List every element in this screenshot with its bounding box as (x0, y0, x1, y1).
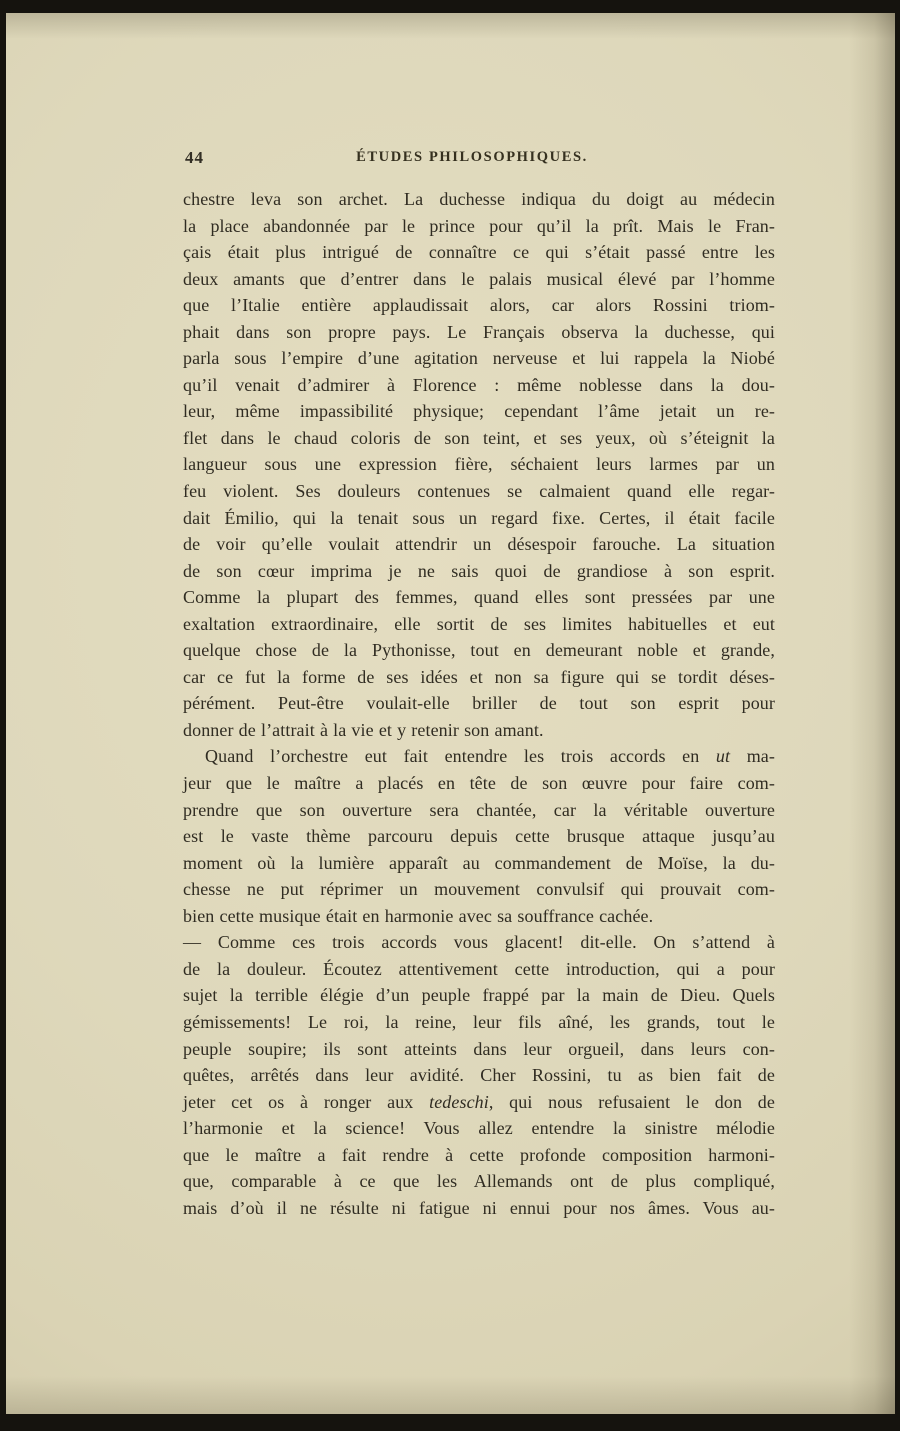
text-line: moment où la lumière apparaît au commandement de Moïse, la du- (183, 852, 775, 873)
text-line: leur, même impassibilité physique; cependant l’âme jetait un re- (183, 401, 775, 422)
text-line: — Comme ces trois accords vous glacent! dit-elle. On s’attend à (183, 932, 775, 953)
text-line: peuple soupire; ils sont atteints dans leur orgueil, dans leurs con- (183, 1038, 775, 1059)
text-line: langueur sous une expression fière, séchaient leurs larmes par un (183, 454, 775, 475)
text-line: de voir qu’elle voulait attendrir un désespoir farouche. La situation (183, 534, 775, 555)
text-line: parla sous l’empire d’une agitation nerveuse et lui rappela la Niobé (183, 348, 775, 369)
text-line: sujet la terrible élégie d’un peuple frappé par la main de Dieu. Quels (183, 985, 775, 1006)
text-line: prendre que son ouverture sera chantée, car la véritable ouverture (183, 799, 775, 820)
text-line: chesse ne put réprimer un mouvement convulsif qui prouvait com- (183, 879, 775, 900)
text-line: bien cette musique était en harmonie avec sa souffrance cachée. (183, 905, 654, 926)
text-line: que l’Italie entière applaudissait alors, car alors Rossini triom- (183, 295, 775, 316)
text-line: de son cœur imprima je ne sais quoi de grandiose à son esprit. (183, 560, 775, 581)
page-number: 44 (185, 148, 204, 167)
text-line: que, comparable à ce que les Allemands ont de plus compliqué, (183, 1171, 775, 1192)
text-line: la place abandonnée par le prince pour qu’il la prît. Mais le Fran- (183, 215, 775, 236)
text-line: Quand l’orchestre eut fait entendre les trois accords en ut ma- (205, 746, 775, 767)
text-line: jeur que le maître a placés en tête de son œuvre pour faire com- (183, 773, 775, 794)
page-header (183, 147, 775, 169)
text-line: qu’il venait d’admirer à Florence : même noblesse dans la dou- (183, 374, 775, 395)
text-line: est le vaste thème parcouru depuis cette brusque attaque jusqu’au (183, 826, 775, 847)
scan-shadow-bottom (6, 1376, 895, 1414)
text-line: çais était plus intrigué de connaître ce qui s’était passé entre les (183, 242, 775, 263)
running-title: ÉTUDES PHILOSOPHIQUES. (356, 149, 588, 165)
scan-shadow-right (849, 13, 895, 1414)
text-line: l’harmonie et la science! Vous allez entendre la sinistre mélodie (183, 1118, 775, 1139)
text-line: mais d’où il ne résulte ni fatigue ni ennui pour nos âmes. Vous au- (183, 1197, 775, 1218)
text-line: donner de l’attrait à la vie et y retenir son amant. (183, 719, 544, 740)
scan-shadow-top (6, 13, 895, 39)
text-line: dait Émilio, qui la tenait sous un regard fixe. Certes, il était facile (183, 507, 775, 528)
text-line: quêtes, arrêtés dans leur avidité. Cher Rossini, tu as bien fait de (183, 1065, 775, 1086)
text-line: que le maître a fait rendre à cette profonde composition harmoni- (183, 1144, 775, 1165)
text-line: phait dans son propre pays. Le Français observa la duchesse, qui (183, 321, 775, 342)
text-line: pérément. Peut-être voulait-elle briller de tout son esprit pour (183, 693, 775, 714)
text-line: Comme la plupart des femmes, quand elles sont pressées par une (183, 587, 775, 608)
body-text (183, 186, 775, 1221)
text-line: jeter cet os à ronger aux tedeschi, qui nous refusaient le don de (183, 1091, 775, 1112)
text-line: de la douleur. Écoutez attentivement cette introduction, qui a pour (183, 958, 775, 979)
text-line: feu violent. Ses douleurs contenues se calmaient quand elle regar- (183, 481, 775, 502)
text-line: chestre leva son archet. La duchesse indiqua du doigt au médecin (183, 189, 775, 209)
text-line: quelque chose de la Pythonisse, tout en demeurant noble et grande, (183, 640, 775, 661)
text-line: exaltation extraordinaire, elle sortit de ses limites habituelles et eut (183, 613, 775, 634)
text-line: deux amants que d’entrer dans le palais musical élevé par l’homme (183, 268, 775, 289)
text-line: car ce fut la forme de ses idées et non sa figure qui se tordit déses- (183, 666, 775, 687)
text-line: flet dans le chaud coloris de son teint, et ses yeux, où s’éteignit la (183, 427, 775, 448)
text-line: gémissements! Le roi, la reine, leur fils aîné, les grands, tout le (183, 1011, 775, 1032)
